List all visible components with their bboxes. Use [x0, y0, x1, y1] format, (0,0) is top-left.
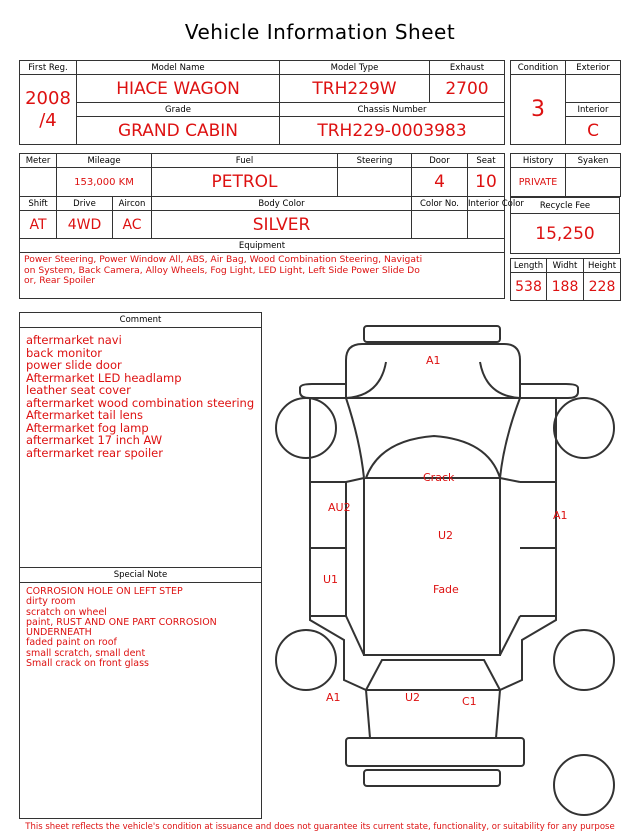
special-note-label: Special Note — [20, 568, 261, 583]
equipment-value — [20, 253, 505, 299]
exterior-value — [566, 75, 621, 103]
mileage-value: 153,000 KM — [57, 168, 152, 197]
right-panel-2 — [520, 548, 556, 616]
damage-label-top-a1: A1 — [426, 354, 441, 367]
equipment-line: on System, Back Camera, Alloy Wheels, Fog Light, LED Light, Left Side Power Slide Do — [24, 264, 420, 276]
comment-line: Aftermarket fog lamp — [26, 420, 149, 435]
special-note-line: Small crack on front glass — [26, 658, 149, 670]
equipment-line: Power Steering, Power Window All, ABS, Air Bag, Wood Combination Steering, Navigati — [24, 254, 423, 265]
color-no-label: Color No. — [412, 197, 468, 211]
length-label: Length — [511, 259, 547, 273]
wheel-rear-left — [276, 630, 336, 690]
exterior-label: Exterior — [566, 61, 621, 75]
shift-label: Shift — [20, 197, 57, 211]
grade-value: GRAND CABIN — [77, 117, 280, 145]
first-reg-month: /4 — [39, 109, 57, 131]
damage-label-bottom-u2: U2 — [405, 691, 421, 704]
chassis-value: TRH229-0003983 — [280, 117, 505, 145]
meter-label: Meter — [20, 154, 57, 168]
fuel-value: PETROL — [152, 168, 338, 197]
dimensions-table — [510, 258, 621, 301]
history-table — [510, 153, 621, 197]
height-value: 228 — [584, 273, 621, 301]
interior-color-label: Interior Color — [468, 198, 524, 209]
comment-line: power slide door — [26, 358, 122, 372]
width-value: 188 — [547, 273, 584, 301]
left-fender-top — [300, 384, 346, 398]
special-note-line: paint, RUST AND ONE PART CORROSION — [26, 616, 217, 628]
left-pillar-2 — [346, 616, 364, 655]
disclaimer-footer: This sheet reflects the vehicle's condition at issuance and does not guarantee its current state, functionality, or suitability for any purpose — [25, 822, 615, 832]
interior-color-value — [468, 211, 505, 239]
fuel-label: Fuel — [152, 154, 338, 168]
rear-bumper — [346, 738, 524, 766]
special-note-line: dirty room — [26, 596, 76, 608]
hood-top-right-arc — [480, 362, 520, 398]
interior-value: C — [566, 117, 621, 145]
body-color-label: Body Color — [152, 197, 412, 211]
condition-label: Condition — [511, 61, 566, 75]
comment-line: back monitor — [26, 345, 102, 360]
model-info-table — [19, 60, 505, 145]
comment-lines — [20, 328, 261, 459]
door-label: Door — [412, 154, 468, 168]
special-note-line: small scratch, small dent — [26, 647, 146, 659]
seat-value: 10 — [468, 168, 505, 197]
comment-line: aftermarket rear spoiler — [26, 445, 163, 460]
damage-label-left-au2: AU2 — [328, 501, 351, 514]
damage-label-left-u1: U1 — [323, 573, 339, 586]
right-pillar-2 — [500, 616, 520, 655]
shift-value: AT — [20, 211, 57, 239]
damage-label-roof-u2: U2 — [438, 529, 454, 542]
rear-bumper-bottom — [364, 770, 500, 786]
page-title: Vehicle Information Sheet — [184, 20, 456, 44]
comment-line: aftermarket navi — [26, 333, 122, 347]
seat-label: Seat — [468, 154, 505, 168]
damage-label-right-a1: A1 — [553, 509, 568, 522]
color-no-value — [412, 211, 468, 239]
syaken-value — [566, 168, 621, 197]
condition-value: 3 — [511, 75, 566, 145]
interior-label: Interior — [566, 103, 621, 117]
model-type-value: TRH229W — [280, 75, 430, 103]
drive-label: Drive — [57, 197, 113, 211]
mileage-label: Mileage — [57, 154, 152, 168]
damage-label-crack: Crack — [423, 471, 455, 484]
model-name-value: HIACE WAGON — [77, 75, 280, 103]
exhaust-value: 2700 — [430, 75, 505, 103]
special-note-line: scratch on wheel — [26, 606, 107, 618]
damage-label-fade: Fade — [433, 583, 459, 596]
wheel-front-right — [554, 398, 614, 458]
aircon-label: Aircon — [113, 197, 152, 211]
comment-line: leather seat cover — [26, 383, 131, 397]
roof-outline — [364, 478, 500, 655]
steering-value — [338, 168, 412, 197]
exhaust-label: Exhaust — [430, 61, 505, 75]
vehicle-diagram — [262, 312, 620, 820]
aircon-value: AC — [113, 211, 152, 239]
front-bumper-top — [364, 326, 500, 342]
right-pillar — [500, 478, 520, 482]
left-panel-1 — [310, 482, 346, 548]
special-note-line: CORROSION HOLE ON LEFT STEP — [26, 586, 183, 597]
history-value: PRIVATE — [511, 168, 566, 197]
special-note-line: UNDERNEATH — [26, 627, 92, 639]
chassis-label: Chassis Number — [280, 103, 505, 117]
first-reg-value — [20, 75, 77, 145]
equipment-label: Equipment — [20, 239, 505, 253]
door-value: 4 — [412, 168, 468, 197]
special-note-lines — [20, 583, 261, 669]
recycle-table — [510, 197, 620, 254]
comment-line: Aftermarket LED headlamp — [26, 370, 182, 385]
equipment-line: or, Rear Spoiler — [24, 275, 96, 286]
rear-bumper-link-right — [496, 690, 500, 738]
steering-label: Steering — [338, 154, 412, 168]
recycle-fee-label: Recycle Fee — [511, 198, 620, 214]
comment-line: aftermarket 17 inch AW — [26, 433, 163, 447]
left-pillar — [346, 478, 364, 482]
damage-label-bottom-left-a1: A1 — [326, 691, 341, 704]
comment-box — [19, 312, 262, 568]
length-value: 538 — [511, 273, 547, 301]
comment-label: Comment — [20, 313, 261, 328]
history-label: History — [511, 154, 566, 168]
right-fender-top — [520, 384, 578, 398]
height-label: Height — [584, 259, 621, 273]
roof-left-curve — [346, 398, 364, 478]
grade-label: Grade — [77, 103, 280, 117]
wheel-rear-right — [554, 630, 614, 690]
condition-table — [510, 60, 621, 145]
special-note-box — [19, 567, 262, 819]
comment-line: aftermarket wood combination steering — [26, 395, 255, 410]
model-name-label: Model Name — [77, 61, 280, 75]
body-color-value: SILVER — [152, 211, 412, 239]
comment-line: Aftermarket tail lens — [26, 408, 144, 422]
drive-value: 4WD — [57, 211, 113, 239]
rear-window — [366, 660, 500, 690]
rear-bumper-link-left — [366, 690, 370, 738]
right-panel-1 — [520, 482, 556, 548]
spec-table — [19, 153, 524, 299]
wheel-front-left — [276, 398, 336, 458]
model-type-label: Model Type — [280, 61, 430, 75]
first-reg-year: 2008 — [25, 87, 71, 109]
width-label: Widht — [547, 259, 584, 273]
first-reg-label: First Reg. — [20, 61, 77, 75]
damage-label-bottom-c1: C1 — [462, 695, 477, 708]
meter-value — [20, 168, 57, 197]
special-note-line: faded paint on roof — [26, 637, 117, 649]
spare-wheel — [554, 755, 614, 815]
hood-top-left-arc — [346, 362, 386, 398]
syaken-label: Syaken — [566, 154, 621, 168]
roof-right-curve — [500, 398, 520, 478]
recycle-fee-value: 15,250 — [511, 214, 620, 254]
